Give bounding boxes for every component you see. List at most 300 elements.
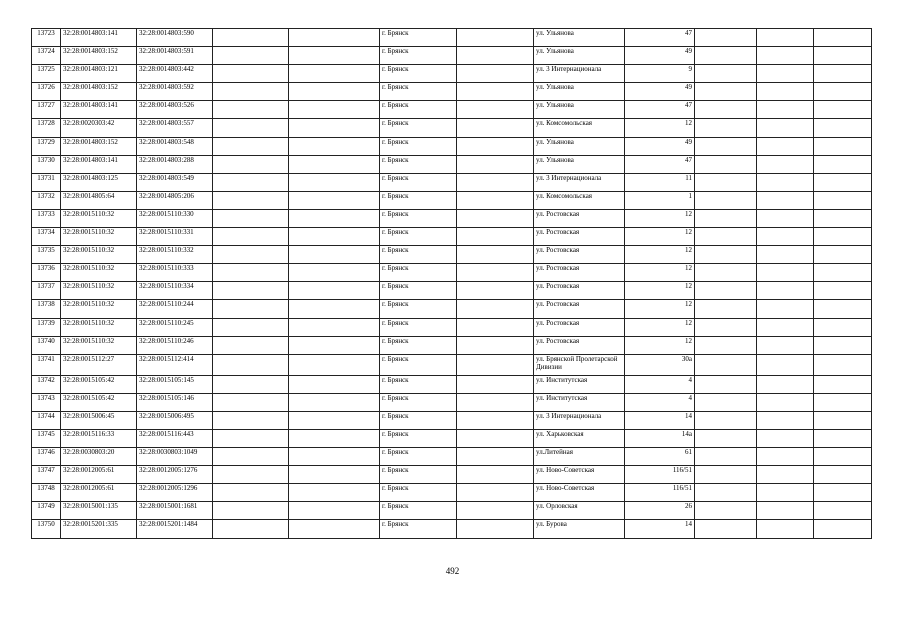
empty-cell bbox=[457, 264, 534, 282]
empty-cell bbox=[814, 429, 872, 447]
empty-cell bbox=[457, 375, 534, 393]
empty-cell bbox=[814, 29, 872, 47]
house-cell: 14а bbox=[625, 429, 695, 447]
empty-cell bbox=[289, 47, 380, 65]
street-cell: ул. Институтская bbox=[534, 375, 625, 393]
row-number: 13738 bbox=[32, 300, 61, 318]
object-cadastral-number: 32:28:0015110:245 bbox=[137, 318, 213, 336]
street-cell: ул. Ростовская bbox=[534, 336, 625, 354]
table-row bbox=[32, 155, 872, 173]
house-cell: 12 bbox=[625, 282, 695, 300]
cadastral-number: 32:28:0015110:32 bbox=[61, 318, 137, 336]
empty-cell bbox=[814, 520, 872, 538]
table-row bbox=[32, 119, 872, 137]
house-cell: 47 bbox=[625, 155, 695, 173]
empty-cell bbox=[213, 119, 289, 137]
street-cell: ул. Ульянова bbox=[534, 155, 625, 173]
empty-cell bbox=[695, 520, 757, 538]
empty-cell bbox=[695, 137, 757, 155]
cadastral-number: 32:28:0015112:27 bbox=[61, 354, 137, 375]
house-cell: 14 bbox=[625, 520, 695, 538]
register-table bbox=[31, 28, 872, 539]
empty-cell bbox=[289, 484, 380, 502]
city-cell: г. Брянск bbox=[380, 502, 457, 520]
empty-cell bbox=[457, 191, 534, 209]
empty-cell bbox=[213, 191, 289, 209]
empty-cell bbox=[213, 264, 289, 282]
street-cell: ул. Ростовская bbox=[534, 300, 625, 318]
empty-cell bbox=[457, 155, 534, 173]
row-number: 13727 bbox=[32, 101, 61, 119]
empty-cell bbox=[695, 264, 757, 282]
house-cell: 61 bbox=[625, 448, 695, 466]
empty-cell bbox=[213, 47, 289, 65]
empty-cell bbox=[457, 137, 534, 155]
empty-cell bbox=[213, 354, 289, 375]
empty-cell bbox=[457, 47, 534, 65]
empty-cell bbox=[213, 101, 289, 119]
object-cadastral-number: 32:28:0015110:330 bbox=[137, 209, 213, 227]
table-row bbox=[32, 173, 872, 191]
table-row bbox=[32, 318, 872, 336]
empty-cell bbox=[695, 173, 757, 191]
street-cell: ул. Ульянова bbox=[534, 137, 625, 155]
row-number: 13732 bbox=[32, 191, 61, 209]
empty-cell bbox=[289, 119, 380, 137]
empty-cell bbox=[289, 29, 380, 47]
city-cell: г. Брянск bbox=[380, 101, 457, 119]
empty-cell bbox=[695, 155, 757, 173]
row-number: 13749 bbox=[32, 502, 61, 520]
street-cell: ул. Ульянова bbox=[534, 29, 625, 47]
empty-cell bbox=[757, 83, 814, 101]
empty-cell bbox=[695, 209, 757, 227]
cadastral-number: 32:28:0015110:32 bbox=[61, 209, 137, 227]
row-number: 13736 bbox=[32, 264, 61, 282]
empty-cell bbox=[757, 336, 814, 354]
empty-cell bbox=[695, 191, 757, 209]
empty-cell bbox=[814, 375, 872, 393]
table-row bbox=[32, 502, 872, 520]
object-cadastral-number: 32:28:0014803:557 bbox=[137, 119, 213, 137]
empty-cell bbox=[213, 448, 289, 466]
city-cell: г. Брянск bbox=[380, 137, 457, 155]
empty-cell bbox=[289, 411, 380, 429]
cadastral-number: 32:28:0015110:32 bbox=[61, 336, 137, 354]
cadastral-number: 32:28:0015001:135 bbox=[61, 502, 137, 520]
city-cell: г. Брянск bbox=[380, 411, 457, 429]
object-cadastral-number: 32:28:0015110:334 bbox=[137, 282, 213, 300]
empty-cell bbox=[814, 155, 872, 173]
empty-cell bbox=[289, 375, 380, 393]
house-cell: 12 bbox=[625, 246, 695, 264]
table-row bbox=[32, 101, 872, 119]
empty-cell bbox=[213, 336, 289, 354]
row-number: 13739 bbox=[32, 318, 61, 336]
empty-cell bbox=[695, 354, 757, 375]
empty-cell bbox=[695, 484, 757, 502]
empty-cell bbox=[757, 29, 814, 47]
house-cell: 116/51 bbox=[625, 466, 695, 484]
street-cell: ул. Ростовская bbox=[534, 209, 625, 227]
object-cadastral-number: 32:28:0015110:331 bbox=[137, 228, 213, 246]
empty-cell bbox=[757, 282, 814, 300]
empty-cell bbox=[213, 429, 289, 447]
empty-cell bbox=[695, 246, 757, 264]
empty-cell bbox=[757, 429, 814, 447]
empty-cell bbox=[213, 246, 289, 264]
table-row bbox=[32, 209, 872, 227]
empty-cell bbox=[213, 228, 289, 246]
empty-cell bbox=[814, 65, 872, 83]
empty-cell bbox=[289, 336, 380, 354]
street-cell: ул. Бурова bbox=[534, 520, 625, 538]
empty-cell bbox=[213, 300, 289, 318]
cadastral-number: 32:28:0012005:61 bbox=[61, 484, 137, 502]
cadastral-number: 32:28:0012005:61 bbox=[61, 466, 137, 484]
empty-cell bbox=[814, 502, 872, 520]
table-row bbox=[32, 448, 872, 466]
empty-cell bbox=[289, 246, 380, 264]
cadastral-number: 32:28:0014803:141 bbox=[61, 101, 137, 119]
empty-cell bbox=[213, 173, 289, 191]
row-number: 13742 bbox=[32, 375, 61, 393]
empty-cell bbox=[695, 29, 757, 47]
table-row bbox=[32, 228, 872, 246]
row-number: 13733 bbox=[32, 209, 61, 227]
empty-cell bbox=[695, 429, 757, 447]
empty-cell bbox=[457, 300, 534, 318]
street-cell: ул. Комсомольская bbox=[534, 191, 625, 209]
row-number: 13746 bbox=[32, 448, 61, 466]
city-cell: г. Брянск bbox=[380, 246, 457, 264]
object-cadastral-number: 32:28:0012005:1296 bbox=[137, 484, 213, 502]
empty-cell bbox=[213, 502, 289, 520]
empty-cell bbox=[814, 47, 872, 65]
cadastral-number: 32:28:0015105:42 bbox=[61, 375, 137, 393]
empty-cell bbox=[457, 209, 534, 227]
object-cadastral-number: 32:28:0015105:146 bbox=[137, 393, 213, 411]
empty-cell bbox=[695, 411, 757, 429]
city-cell: г. Брянск bbox=[380, 191, 457, 209]
empty-cell bbox=[457, 393, 534, 411]
empty-cell bbox=[814, 300, 872, 318]
house-cell: 12 bbox=[625, 264, 695, 282]
house-cell: 4 bbox=[625, 375, 695, 393]
row-number: 13743 bbox=[32, 393, 61, 411]
empty-cell bbox=[695, 228, 757, 246]
city-cell: г. Брянск bbox=[380, 209, 457, 227]
empty-cell bbox=[695, 336, 757, 354]
street-cell: ул. Орловская bbox=[534, 502, 625, 520]
house-cell: 12 bbox=[625, 119, 695, 137]
city-cell: г. Брянск bbox=[380, 318, 457, 336]
empty-cell bbox=[289, 282, 380, 300]
empty-cell bbox=[695, 119, 757, 137]
empty-cell bbox=[695, 502, 757, 520]
house-cell: 26 bbox=[625, 502, 695, 520]
table-row bbox=[32, 65, 872, 83]
object-cadastral-number: 32:28:0015105:145 bbox=[137, 375, 213, 393]
empty-cell bbox=[757, 119, 814, 137]
empty-cell bbox=[695, 282, 757, 300]
row-number: 13747 bbox=[32, 466, 61, 484]
city-cell: г. Брянск bbox=[380, 300, 457, 318]
object-cadastral-number: 32:28:0014803:590 bbox=[137, 29, 213, 47]
row-number: 13728 bbox=[32, 119, 61, 137]
empty-cell bbox=[814, 83, 872, 101]
object-cadastral-number: 32:28:0015001:1681 bbox=[137, 502, 213, 520]
empty-cell bbox=[213, 318, 289, 336]
city-cell: г. Брянск bbox=[380, 336, 457, 354]
row-number: 13745 bbox=[32, 429, 61, 447]
city-cell: г. Брянск bbox=[380, 29, 457, 47]
house-cell: 1 bbox=[625, 191, 695, 209]
object-cadastral-number: 32:28:0015201:1484 bbox=[137, 520, 213, 538]
empty-cell bbox=[695, 375, 757, 393]
street-cell: ул. Ново-Советская bbox=[534, 466, 625, 484]
street-cell: ул. Харьковская bbox=[534, 429, 625, 447]
object-cadastral-number: 32:28:0014803:288 bbox=[137, 155, 213, 173]
house-cell: 12 bbox=[625, 300, 695, 318]
street-cell: ул. Ростовская bbox=[534, 246, 625, 264]
cadastral-number: 32:28:0015110:32 bbox=[61, 246, 137, 264]
empty-cell bbox=[289, 448, 380, 466]
object-cadastral-number: 32:28:0014803:592 bbox=[137, 83, 213, 101]
house-cell: 47 bbox=[625, 29, 695, 47]
object-cadastral-number: 32:28:0015110:246 bbox=[137, 336, 213, 354]
page-number: 492 bbox=[445, 566, 460, 576]
empty-cell bbox=[289, 466, 380, 484]
empty-cell bbox=[757, 448, 814, 466]
cadastral-number: 32:28:0015105:42 bbox=[61, 393, 137, 411]
empty-cell bbox=[757, 101, 814, 119]
house-cell: 14 bbox=[625, 411, 695, 429]
empty-cell bbox=[757, 411, 814, 429]
table-row bbox=[32, 264, 872, 282]
cadastral-number: 32:28:0014803:152 bbox=[61, 47, 137, 65]
empty-cell bbox=[289, 65, 380, 83]
city-cell: г. Брянск bbox=[380, 520, 457, 538]
street-cell: ул. 3 Интернационала bbox=[534, 65, 625, 83]
empty-cell bbox=[457, 466, 534, 484]
empty-cell bbox=[757, 354, 814, 375]
city-cell: г. Брянск bbox=[380, 429, 457, 447]
empty-cell bbox=[814, 209, 872, 227]
empty-cell bbox=[757, 209, 814, 227]
object-cadastral-number: 32:28:0014803:548 bbox=[137, 137, 213, 155]
empty-cell bbox=[757, 173, 814, 191]
empty-cell bbox=[814, 228, 872, 246]
empty-cell bbox=[757, 47, 814, 65]
empty-cell bbox=[814, 466, 872, 484]
empty-cell bbox=[757, 466, 814, 484]
cadastral-number: 32:28:0020303:42 bbox=[61, 119, 137, 137]
empty-cell bbox=[213, 520, 289, 538]
empty-cell bbox=[213, 65, 289, 83]
table-row bbox=[32, 354, 872, 375]
empty-cell bbox=[213, 282, 289, 300]
street-cell: ул. Ульянова bbox=[534, 101, 625, 119]
city-cell: г. Брянск bbox=[380, 83, 457, 101]
cadastral-number: 32:28:0015110:32 bbox=[61, 264, 137, 282]
city-cell: г. Брянск bbox=[380, 466, 457, 484]
cadastral-number: 32:28:0015201:335 bbox=[61, 520, 137, 538]
empty-cell bbox=[457, 354, 534, 375]
empty-cell bbox=[289, 318, 380, 336]
empty-cell bbox=[695, 65, 757, 83]
city-cell: г. Брянск bbox=[380, 354, 457, 375]
empty-cell bbox=[695, 47, 757, 65]
empty-cell bbox=[457, 101, 534, 119]
empty-cell bbox=[457, 246, 534, 264]
house-cell: 12 bbox=[625, 228, 695, 246]
empty-cell bbox=[457, 484, 534, 502]
empty-cell bbox=[289, 155, 380, 173]
table-row bbox=[32, 393, 872, 411]
object-cadastral-number: 32:28:0014805:206 bbox=[137, 191, 213, 209]
cadastral-number: 32:28:0030803:20 bbox=[61, 448, 137, 466]
cadastral-number: 32:28:0015116:33 bbox=[61, 429, 137, 447]
empty-cell bbox=[757, 246, 814, 264]
house-cell: 9 bbox=[625, 65, 695, 83]
empty-cell bbox=[213, 29, 289, 47]
street-cell: ул. 3 Интернационала bbox=[534, 173, 625, 191]
register-body bbox=[32, 29, 872, 539]
empty-cell bbox=[814, 264, 872, 282]
empty-cell bbox=[289, 354, 380, 375]
empty-cell bbox=[213, 137, 289, 155]
empty-cell bbox=[457, 318, 534, 336]
city-cell: г. Брянск bbox=[380, 228, 457, 246]
empty-cell bbox=[814, 411, 872, 429]
house-cell: 49 bbox=[625, 137, 695, 155]
empty-cell bbox=[757, 484, 814, 502]
row-number: 13741 bbox=[32, 354, 61, 375]
empty-cell bbox=[757, 375, 814, 393]
empty-cell bbox=[814, 101, 872, 119]
empty-cell bbox=[814, 393, 872, 411]
empty-cell bbox=[457, 65, 534, 83]
row-number: 13735 bbox=[32, 246, 61, 264]
city-cell: г. Брянск bbox=[380, 47, 457, 65]
empty-cell bbox=[814, 448, 872, 466]
table-row bbox=[32, 83, 872, 101]
cadastral-number: 32:28:0014803:152 bbox=[61, 137, 137, 155]
empty-cell bbox=[213, 484, 289, 502]
house-cell: 12 bbox=[625, 336, 695, 354]
empty-cell bbox=[814, 246, 872, 264]
empty-cell bbox=[457, 29, 534, 47]
table-row bbox=[32, 429, 872, 447]
row-number: 13731 bbox=[32, 173, 61, 191]
empty-cell bbox=[757, 264, 814, 282]
empty-cell bbox=[757, 318, 814, 336]
city-cell: г. Брянск bbox=[380, 448, 457, 466]
row-number: 13724 bbox=[32, 47, 61, 65]
table-row bbox=[32, 300, 872, 318]
city-cell: г. Брянск bbox=[380, 119, 457, 137]
street-cell: ул. Институтская bbox=[534, 393, 625, 411]
cadastral-number: 32:28:0015006:45 bbox=[61, 411, 137, 429]
empty-cell bbox=[757, 155, 814, 173]
street-cell: ул. Брянской Пролетарской Дивизии bbox=[534, 354, 625, 375]
city-cell: г. Брянск bbox=[380, 282, 457, 300]
row-number: 13725 bbox=[32, 65, 61, 83]
empty-cell bbox=[757, 300, 814, 318]
empty-cell bbox=[457, 411, 534, 429]
empty-cell bbox=[757, 502, 814, 520]
empty-cell bbox=[695, 318, 757, 336]
object-cadastral-number: 32:28:0014803:526 bbox=[137, 101, 213, 119]
empty-cell bbox=[289, 429, 380, 447]
city-cell: г. Брянск bbox=[380, 375, 457, 393]
city-cell: г. Брянск bbox=[380, 155, 457, 173]
empty-cell bbox=[289, 209, 380, 227]
empty-cell bbox=[289, 264, 380, 282]
object-cadastral-number: 32:28:0014803:591 bbox=[137, 47, 213, 65]
cadastral-number: 32:28:0015110:32 bbox=[61, 282, 137, 300]
empty-cell bbox=[457, 448, 534, 466]
empty-cell bbox=[757, 520, 814, 538]
empty-cell bbox=[457, 228, 534, 246]
table-row bbox=[32, 191, 872, 209]
cadastral-number: 32:28:0015110:32 bbox=[61, 228, 137, 246]
street-cell: ул.Литейная bbox=[534, 448, 625, 466]
row-number: 13748 bbox=[32, 484, 61, 502]
empty-cell bbox=[213, 411, 289, 429]
house-cell: 47 bbox=[625, 101, 695, 119]
house-cell: 11 bbox=[625, 173, 695, 191]
house-cell: 4 bbox=[625, 393, 695, 411]
street-cell: ул. Комсомольская bbox=[534, 119, 625, 137]
empty-cell bbox=[289, 173, 380, 191]
street-cell: ул. Ульянова bbox=[534, 83, 625, 101]
empty-cell bbox=[289, 191, 380, 209]
empty-cell bbox=[695, 466, 757, 484]
house-cell: 12 bbox=[625, 318, 695, 336]
empty-cell bbox=[695, 101, 757, 119]
table-row bbox=[32, 137, 872, 155]
empty-cell bbox=[457, 173, 534, 191]
row-number: 13723 bbox=[32, 29, 61, 47]
row-number: 13750 bbox=[32, 520, 61, 538]
empty-cell bbox=[757, 191, 814, 209]
empty-cell bbox=[457, 429, 534, 447]
house-cell: 116/51 bbox=[625, 484, 695, 502]
empty-cell bbox=[814, 336, 872, 354]
row-number: 13744 bbox=[32, 411, 61, 429]
street-cell: ул. Ростовская bbox=[534, 228, 625, 246]
object-cadastral-number: 32:28:0014803:549 bbox=[137, 173, 213, 191]
row-number: 13734 bbox=[32, 228, 61, 246]
empty-cell bbox=[814, 318, 872, 336]
empty-cell bbox=[289, 502, 380, 520]
object-cadastral-number: 32:28:0015006:495 bbox=[137, 411, 213, 429]
street-cell: ул. Ростовская bbox=[534, 318, 625, 336]
object-cadastral-number: 32:28:0030803:1049 bbox=[137, 448, 213, 466]
object-cadastral-number: 32:28:0015112:414 bbox=[137, 354, 213, 375]
house-cell: 30а bbox=[625, 354, 695, 375]
table-row bbox=[32, 520, 872, 538]
empty-cell bbox=[289, 83, 380, 101]
empty-cell bbox=[213, 466, 289, 484]
empty-cell bbox=[213, 209, 289, 227]
empty-cell bbox=[213, 155, 289, 173]
city-cell: г. Брянск bbox=[380, 484, 457, 502]
table-row bbox=[32, 47, 872, 65]
empty-cell bbox=[213, 375, 289, 393]
